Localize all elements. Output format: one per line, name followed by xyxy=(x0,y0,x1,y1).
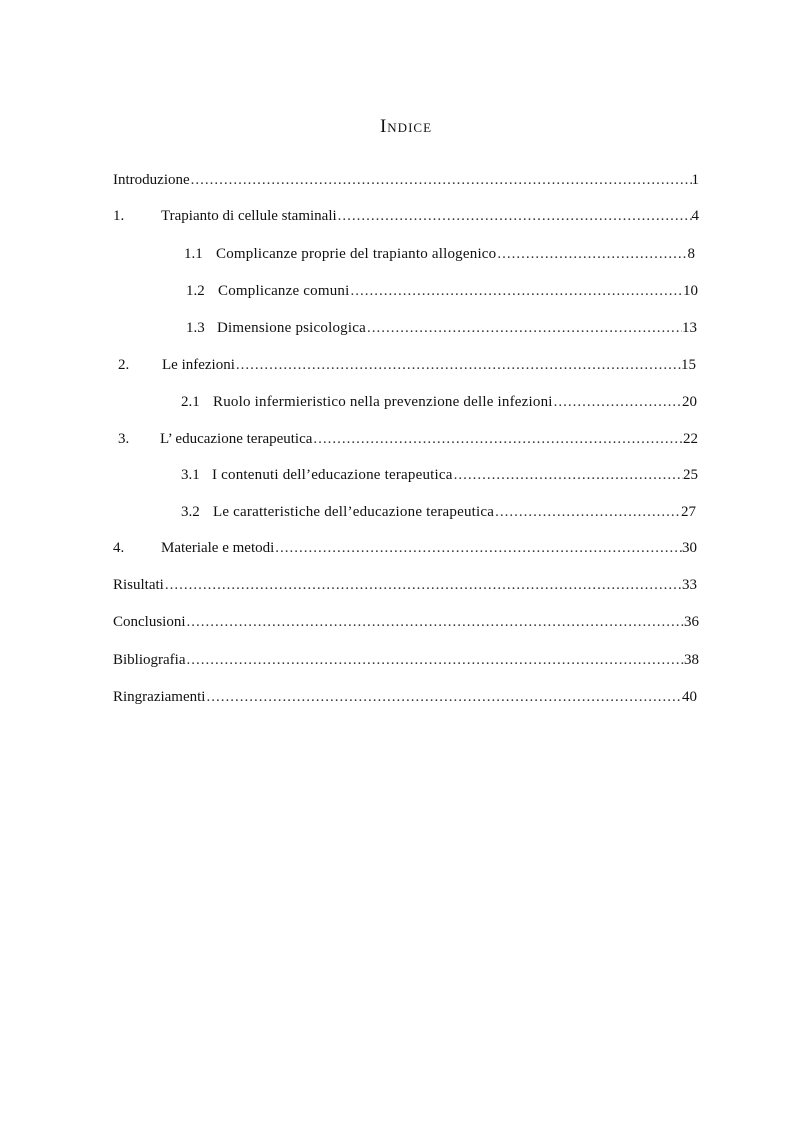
toc-entry-section-1-1[interactable] xyxy=(184,244,695,264)
toc-entry-label: Introduzione xyxy=(113,172,190,188)
toc-entry-label: Ringraziamenti xyxy=(113,689,206,705)
toc-leader-dots xyxy=(337,206,692,226)
toc-leader-dots xyxy=(553,392,682,412)
toc-entry-number: 2.1 xyxy=(181,394,200,410)
toc-entry-section-3-1[interactable] xyxy=(181,465,698,485)
toc-entry-page: 8 xyxy=(687,246,695,262)
toc-leader-dots xyxy=(312,429,683,449)
toc-entry-bibliografia[interactable] xyxy=(113,650,699,670)
toc-entry-number: 1. xyxy=(113,208,125,224)
toc-leader-dots xyxy=(185,650,684,670)
toc-entry-number: 3. xyxy=(118,431,130,447)
toc-entry-section-1-3[interactable] xyxy=(186,318,697,338)
toc-entry-label: Ruolo infermieristico nella prevenzione delle infezioni xyxy=(213,394,553,410)
toc-entry-page: 25 xyxy=(683,467,698,483)
toc-entry-page: 15 xyxy=(681,357,696,373)
toc-leader-dots xyxy=(274,538,682,558)
toc-entry-page: 10 xyxy=(683,283,698,299)
toc-leader-dots xyxy=(190,170,692,190)
toc-entry-number: 1.1 xyxy=(184,246,203,262)
toc-entry-number: 3.2 xyxy=(181,504,200,520)
toc-entry-label: Dimensione psicologica xyxy=(217,320,366,336)
toc-leader-dots xyxy=(366,318,682,338)
toc-entry-chapter-4[interactable] xyxy=(113,538,697,558)
toc-entry-label: Le caratteristiche dell’educazione terapeutica xyxy=(213,504,495,520)
toc-entry-page: 38 xyxy=(684,652,699,668)
toc-entry-number: 3.1 xyxy=(181,467,200,483)
toc-leader-dots xyxy=(496,244,687,264)
page-title: Indice xyxy=(379,116,433,137)
toc-entry-label: Complicanze comuni xyxy=(218,283,350,299)
toc-entry-label: Le infezioni xyxy=(162,357,235,373)
toc-entry-label: Complicanze proprie del trapianto allogenico xyxy=(216,246,497,262)
toc-entry-label: I contenuti dell’educazione terapeutica xyxy=(212,467,453,483)
toc-entry-page: 33 xyxy=(682,577,697,593)
toc-entry-label: Risultati xyxy=(113,577,164,593)
toc-entry-page: 40 xyxy=(682,689,697,705)
toc-entry-page: 22 xyxy=(683,431,698,447)
toc-entry-page: 27 xyxy=(681,504,696,520)
toc-leader-dots xyxy=(164,575,682,595)
toc-leader-dots xyxy=(205,687,682,707)
toc-entry-label: Conclusioni xyxy=(113,614,186,630)
toc-entry-section-3-2[interactable] xyxy=(181,502,696,522)
toc-entry-section-2-1[interactable] xyxy=(181,392,697,412)
toc-entry-number: 2. xyxy=(118,357,130,373)
toc-entry-label: Materiale e metodi xyxy=(161,540,275,556)
toc-leader-dots xyxy=(349,281,683,301)
toc-entry-label: Trapianto di cellule staminali xyxy=(161,208,337,224)
toc-entry-introduzione[interactable] xyxy=(113,170,699,190)
toc-entry-label: L’ educazione terapeutica xyxy=(160,431,313,447)
toc-entry-number: 1.3 xyxy=(186,320,205,336)
toc-leader-dots xyxy=(186,612,684,632)
toc-entry-page: 30 xyxy=(682,540,697,556)
toc-leader-dots xyxy=(494,502,681,522)
toc-entry-chapter-2[interactable] xyxy=(118,355,696,375)
toc-entry-page: 4 xyxy=(691,208,699,224)
toc-entry-label: Bibliografia xyxy=(113,652,186,668)
toc-entry-chapter-1[interactable] xyxy=(113,206,699,226)
toc-entry-ringraziamenti[interactable] xyxy=(113,687,697,707)
toc-entry-number: 4. xyxy=(113,540,125,556)
toc-entry-section-1-2[interactable] xyxy=(186,281,698,301)
toc-leader-dots xyxy=(235,355,681,375)
toc-entry-number: 1.2 xyxy=(186,283,205,299)
toc-entry-page: 20 xyxy=(682,394,697,410)
toc-entry-risultati[interactable] xyxy=(113,575,697,595)
toc-entry-chapter-3[interactable] xyxy=(118,429,698,449)
toc-entry-conclusioni[interactable] xyxy=(113,612,699,632)
toc-entry-page: 1 xyxy=(691,172,699,188)
toc-entry-page: 36 xyxy=(684,614,699,630)
toc-entry-page: 13 xyxy=(682,320,697,336)
toc-leader-dots xyxy=(453,465,683,485)
